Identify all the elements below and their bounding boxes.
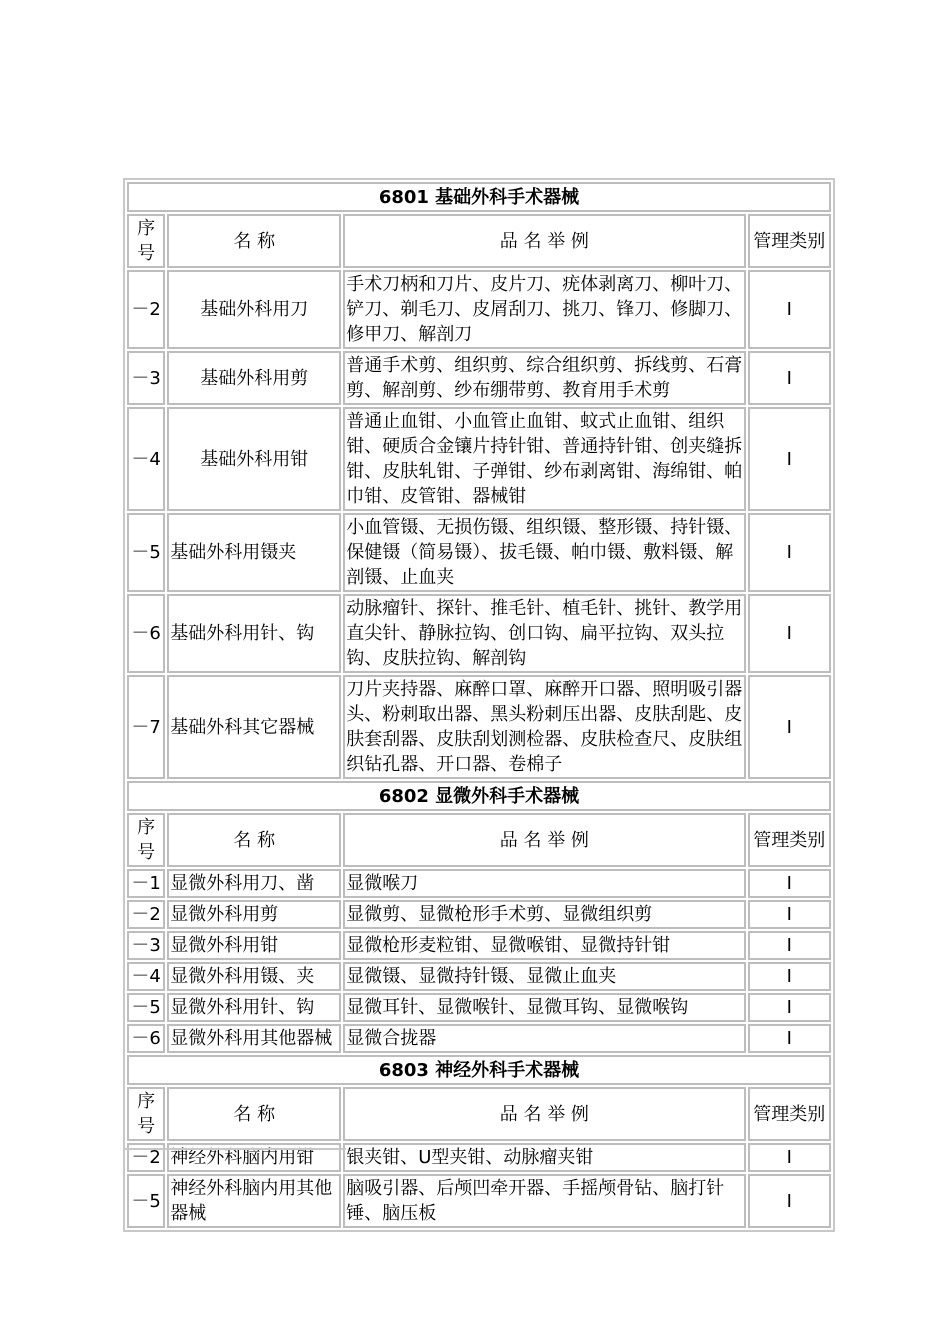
device-name: 显微外科用刀、凿: [167, 869, 341, 898]
example-products: 小血管镊、无损伤镊、组织镊、整形镊、持针镊、保健镊（简易镊）、拔毛镊、帕巾镊、敷料镊、解剖镊、止血夹: [343, 513, 745, 592]
management-category: Ⅰ: [748, 351, 832, 405]
header-no: 序号: [127, 813, 165, 867]
management-category: Ⅰ: [748, 900, 832, 929]
column-header-row: [127, 1087, 831, 1141]
section-title-row: [127, 1055, 831, 1085]
example-products: 脑吸引器、后颅凹牵开器、手摇颅骨钻、脑打针锤、脑压板: [343, 1174, 745, 1228]
example-products: 显微剪、显微枪形手术剪、显微组织剪: [343, 900, 745, 929]
row-number: －1: [127, 869, 165, 898]
header-name: 名 称: [167, 813, 341, 867]
device-name: 基础外科用钳: [167, 407, 341, 511]
table-row: [127, 993, 831, 1022]
example-products: 刀片夹持器、麻醉口罩、麻醉开口器、照明吸引器头、粉刺取出器、黑头粉刺压出器、皮肤刮匙、皮肤套刮器、皮肤刮划测检器、皮肤检查尺、皮肤组织钻孔器、开口器、卷棉子: [343, 675, 745, 779]
example-products: 显微耳针、显微喉针、显微耳钩、显微喉钩: [343, 993, 745, 1022]
header-name: 名 称: [167, 1087, 341, 1141]
row-number: －6: [127, 1024, 165, 1053]
device-name: 显微外科用剪: [167, 900, 341, 929]
header-category: 管理类别: [748, 813, 832, 867]
device-name: 神经外科脑内用钳: [167, 1143, 341, 1172]
example-products: 银夹钳、U型夹钳、动脉瘤夹钳: [343, 1143, 745, 1172]
row-number: －4: [127, 407, 165, 511]
device-name: 基础外科用针、钩: [167, 594, 341, 673]
device-name: 基础外科用刀: [167, 270, 341, 349]
row-number: －3: [127, 351, 165, 405]
header-examples: 品 名 举 例: [343, 214, 745, 268]
row-number: －2: [127, 1143, 165, 1172]
row-number: －7: [127, 675, 165, 779]
table-row: [127, 931, 831, 960]
device-name: 基础外科用镊夹: [167, 513, 341, 592]
section-title-row: [127, 781, 831, 811]
table-row: [127, 869, 831, 898]
table-row: [127, 270, 831, 349]
section-title-row: [127, 182, 831, 212]
table-bottom-edge: [123, 1148, 346, 1153]
row-number: －4: [127, 962, 165, 991]
table-row: [127, 1174, 831, 1228]
example-products: 显微枪形麦粒钳、显微喉钳、显微持针钳: [343, 931, 745, 960]
device-name: 显微外科用其他器械: [167, 1024, 341, 1053]
row-number: －5: [127, 1174, 165, 1228]
table-row: [127, 351, 831, 405]
header-no: 序号: [127, 214, 165, 268]
header-category: 管理类别: [748, 214, 832, 268]
device-catalog: [123, 178, 835, 1232]
example-products: 动脉瘤针、探针、推毛针、植毛针、挑针、教学用直尖针、静脉拉钩、创口钩、扁平拉钩、双头拉钩、皮肤拉钩、解剖钩: [343, 594, 745, 673]
example-products: 普通止血钳、小血管止血钳、蚊式止血钳、组织钳、硬质合金镶片持针钳、普通持针钳、创夹缝拆钳、皮肤轧钳、子弹钳、纱布剥离钳、海绵钳、帕巾钳、皮管钳、器械钳: [343, 407, 745, 511]
row-number: －2: [127, 270, 165, 349]
section-title: 6803 神经外科手术器械: [127, 1055, 831, 1085]
table-row: [127, 513, 831, 592]
management-category: Ⅰ: [748, 270, 832, 349]
management-category: Ⅰ: [748, 993, 832, 1022]
management-category: Ⅰ: [748, 1174, 832, 1228]
management-category: Ⅰ: [748, 594, 832, 673]
management-category: Ⅰ: [748, 1143, 832, 1172]
header-name: 名 称: [167, 214, 341, 268]
table-row: [127, 594, 831, 673]
row-number: －5: [127, 993, 165, 1022]
device-name: 显微外科用钳: [167, 931, 341, 960]
table-row: [127, 675, 831, 779]
device-name: 基础外科用剪: [167, 351, 341, 405]
device-name: 神经外科脑内用其他器械: [167, 1174, 341, 1228]
section-title: 6801 基础外科手术器械: [127, 182, 831, 212]
header-no: 序号: [127, 1087, 165, 1141]
table-row: [127, 1024, 831, 1053]
table-row: [127, 900, 831, 929]
device-name: 显微外科用镊、夹: [167, 962, 341, 991]
row-number: －6: [127, 594, 165, 673]
example-products: 显微镊、显微持针镊、显微止血夹: [343, 962, 745, 991]
header-examples: 品 名 举 例: [343, 1087, 745, 1141]
example-products: 手术刀柄和刀片、皮片刀、疣体剥离刀、柳叶刀、铲刀、剃毛刀、皮屑刮刀、挑刀、锋刀、修脚刀、修甲刀、解剖刀: [343, 270, 745, 349]
management-category: Ⅰ: [748, 513, 832, 592]
row-number: －3: [127, 931, 165, 960]
management-category: Ⅰ: [748, 407, 832, 511]
example-products: 显微合拢器: [343, 1024, 745, 1053]
column-header-row: [127, 214, 831, 268]
management-category: Ⅰ: [748, 869, 832, 898]
header-examples: 品 名 举 例: [343, 813, 745, 867]
section-title: 6802 显微外科手术器械: [127, 781, 831, 811]
device-name: 基础外科其它器械: [167, 675, 341, 779]
row-number: －5: [127, 513, 165, 592]
table-row: [127, 962, 831, 991]
management-category: Ⅰ: [748, 931, 832, 960]
management-category: Ⅰ: [748, 962, 832, 991]
header-category: 管理类别: [748, 1087, 832, 1141]
table-row: [127, 407, 831, 511]
device-name: 显微外科用针、钩: [167, 993, 341, 1022]
example-products: 普通手术剪、组织剪、综合组织剪、拆线剪、石膏剪、解剖剪、纱布绷带剪、教育用手术剪: [343, 351, 745, 405]
management-category: Ⅰ: [748, 1024, 832, 1053]
example-products: 显微喉刀: [343, 869, 745, 898]
row-number: －2: [127, 900, 165, 929]
column-header-row: [127, 813, 831, 867]
catalog-table: [123, 178, 835, 1232]
management-category: Ⅰ: [748, 675, 832, 779]
